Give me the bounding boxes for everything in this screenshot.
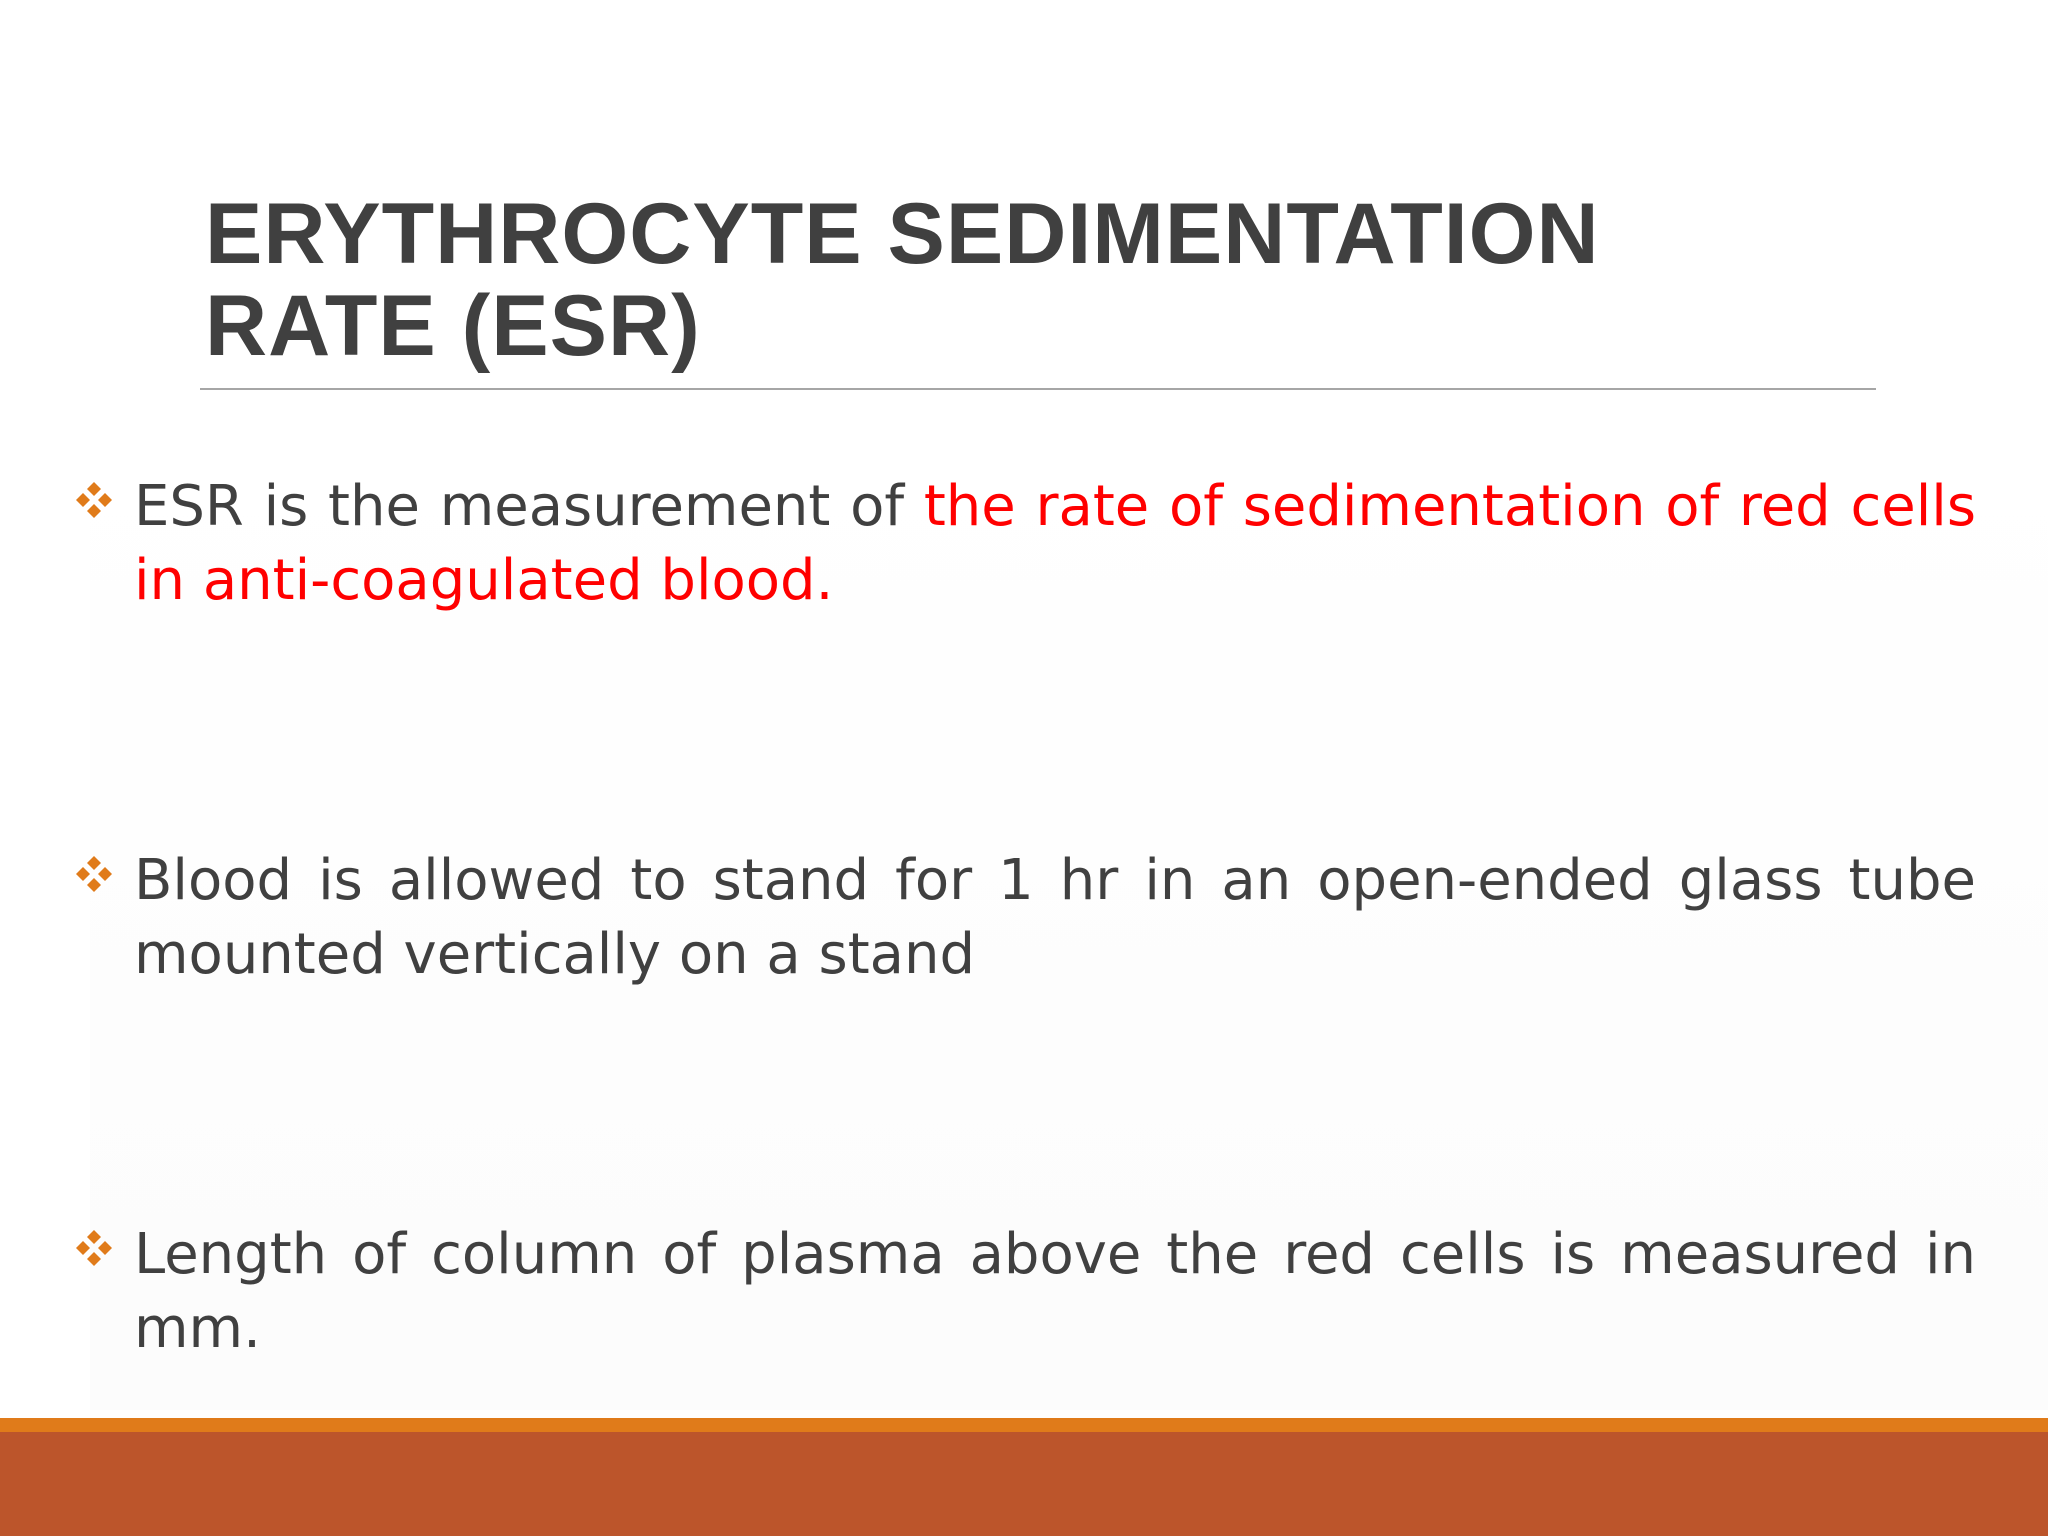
slide-title — [205, 188, 1865, 372]
slide-title-line-1: ERYTHROCYTE SEDIMENTATION — [205, 186, 1600, 282]
bullet-highlight-text: the rate of sedimentation of red cells in anti-coagulated blood. — [134, 474, 1976, 613]
bullet-text: ESR is the measurement of — [134, 474, 924, 539]
bullet-item-procedure — [88, 844, 1976, 992]
diamond-cluster-icon — [72, 854, 116, 898]
bullet-item-esr-definition — [88, 470, 1976, 618]
footer-accent-stripe — [0, 1418, 2048, 1432]
bullet-list — [88, 470, 1976, 1536]
diamond-cluster-icon — [72, 1228, 116, 1272]
title-divider — [200, 388, 1876, 390]
bullet-item-measurement — [88, 1218, 1976, 1366]
diamond-cluster-icon — [72, 480, 116, 524]
slide-title-line-2: RATE (ESR) — [205, 278, 701, 374]
footer-band — [0, 1432, 2048, 1536]
bullet-text: Length of column of plasma above the red cells is measured in mm. — [134, 1222, 1976, 1361]
bullet-text: Blood is allowed to stand for 1 hr in an open-ended glass tube mounted vertically on a stand — [134, 848, 1976, 987]
